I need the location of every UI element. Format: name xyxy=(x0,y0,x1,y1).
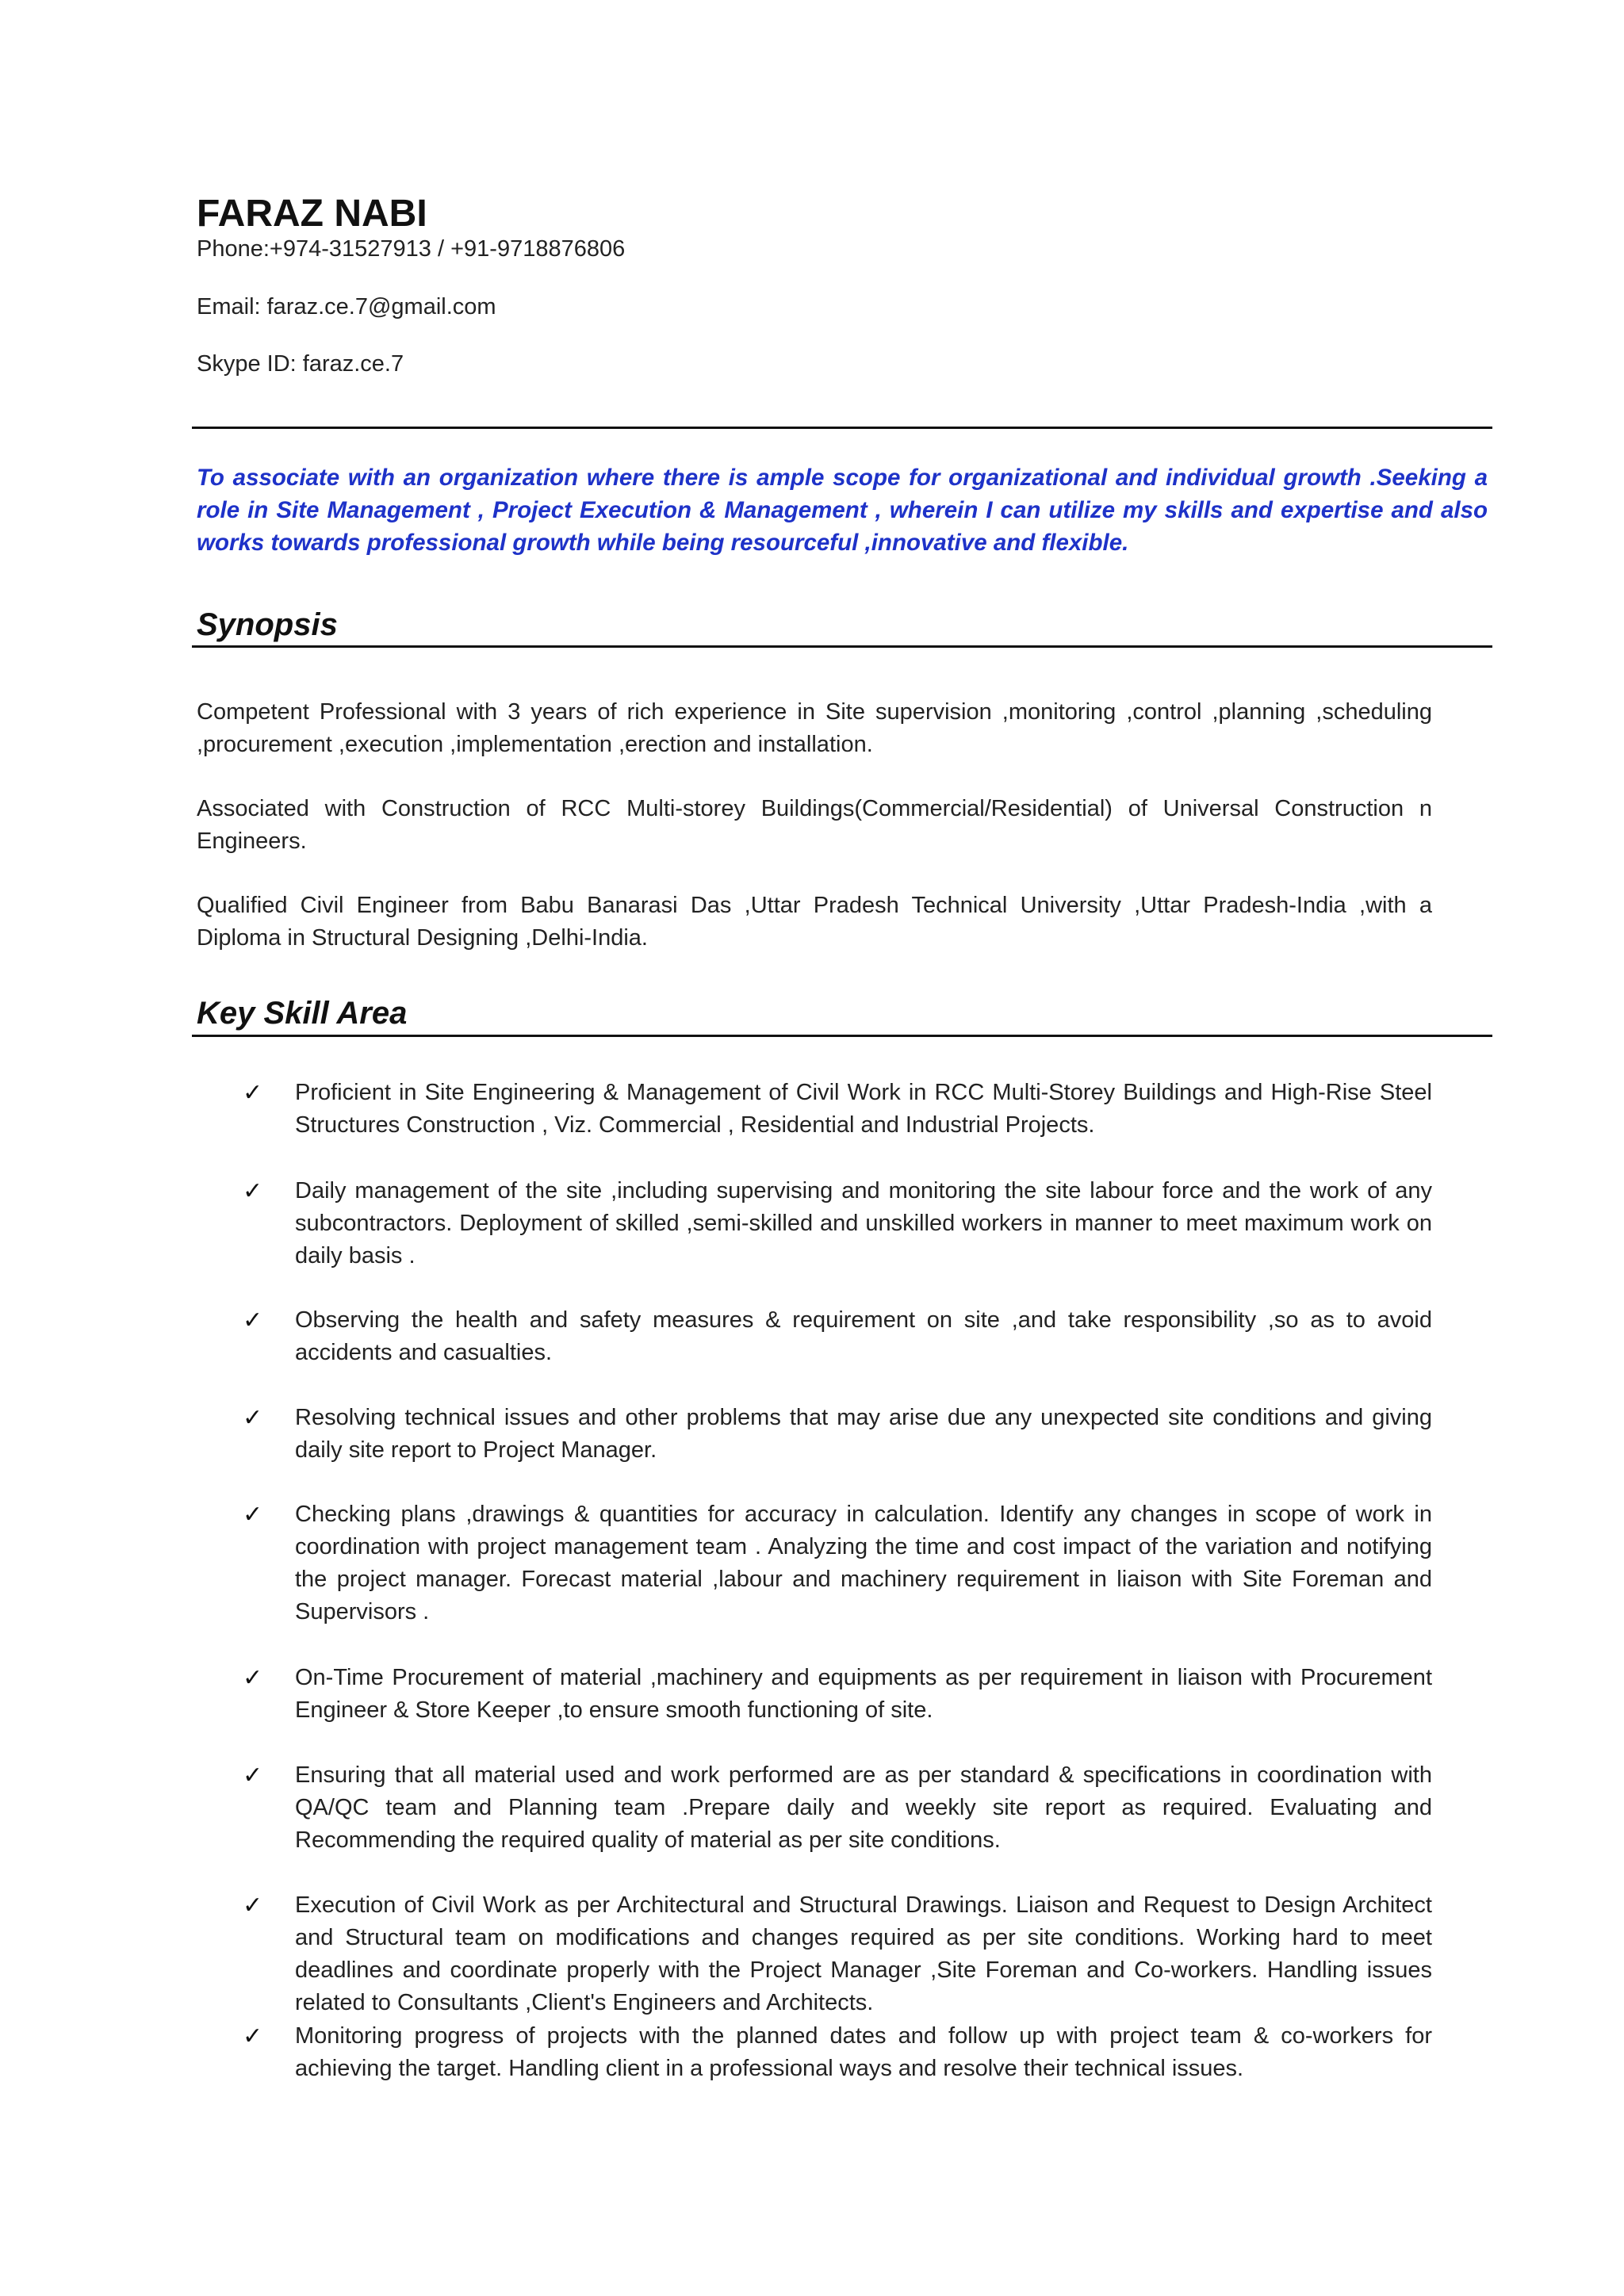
skype-line: Skype ID: faraz.ce.7 xyxy=(197,351,404,377)
checkmark-icon: ✓ xyxy=(243,1762,263,1789)
candidate-name: FARAZ NABI xyxy=(197,193,427,235)
checkmark-icon: ✓ xyxy=(243,1080,263,1106)
checkmark-icon: ✓ xyxy=(243,1178,263,1204)
skill-text: Checking plans ,drawings & quantities for accuracy in calculation. Identify any changes in scope of work in coordination with project management team . Analyzing the time and cost impact of the variation and notifying the project manager. Forecast material ,labour and machinery requirement in liaison with Site Foreman and Supervisors . xyxy=(295,1502,1432,1624)
phone-line: Phone:+974-31527913 / +91-9718876806 xyxy=(197,236,626,262)
skill-text: Monitoring progress of projects with the planned dates and follow up with project team & co-workers for achieving the target. Handling client in a professional ways and resolve their technical issues. xyxy=(295,2023,1432,2081)
checkmark-icon: ✓ xyxy=(243,1665,263,1691)
synopsis-paragraph: Qualified Civil Engineer from Babu Banarasi Das ,Uttar Pradesh Technical University ,Uttar Pradesh-India ,with a Diploma in Structural Designing ,Delhi-India. xyxy=(197,893,1432,951)
checkmark-icon: ✓ xyxy=(243,1405,263,1431)
header-divider xyxy=(192,427,1492,429)
skill-text: Resolving technical issues and other problems that may arise due any unexpected site conditions and giving daily site report to Project Manager. xyxy=(295,1405,1432,1463)
checkmark-icon: ✓ xyxy=(243,1892,263,1919)
key-skill-title: Key Skill Area xyxy=(197,996,408,1031)
checkmark-icon: ✓ xyxy=(243,1502,263,1528)
synopsis-divider xyxy=(192,645,1492,648)
career-objective: To associate with an organization where there is ample scope for organizational and individual growth .Seeking a role in Site Management , Project Execution & Management , wherein I can utilize my skills and expertise and also works towards professional growth while being resourceful ,innovative and flexible. xyxy=(197,465,1488,556)
key-skill-divider xyxy=(192,1035,1492,1037)
synopsis-paragraph: Associated with Construction of RCC Multi-storey Buildings(Commercial/Residential) of Universal Construction n Engineers. xyxy=(197,796,1432,854)
skill-text: Daily management of the site ,including supervising and monitoring the site labour force and the work of any subcontractors. Deployment of skilled ,semi-skilled and unskilled workers in manner to meet maximum work on daily basis . xyxy=(295,1178,1432,1269)
checkmark-icon: ✓ xyxy=(243,2023,263,2049)
skill-text: On-Time Procurement of material ,machinery and equipments as per requirement in liaison with Procurement Engineer & Store Keeper ,to ensure smooth functioning of site. xyxy=(295,1665,1432,1723)
checkmark-icon: ✓ xyxy=(243,1307,263,1334)
skill-text: Proficient in Site Engineering & Management of Civil Work in RCC Multi-Storey Buildings and High-Rise Steel Structures Construction , Viz. Commercial , Residential and Industrial Projects. xyxy=(295,1080,1432,1138)
skill-text: Ensuring that all material used and work performed are as per standard & specifications in coordination with QA/QC team and Planning team .Prepare daily and weekly site report as required. Evaluating and Recommending the required quality of material as per site conditions. xyxy=(295,1762,1432,1853)
skill-text: Execution of Civil Work as per Architectural and Structural Drawings. Liaison and Request to Design Architect and Structural team on modifications and changes required as per site conditions. Working hard to meet deadlines and coordinate properly with the Project Manager ,Site Foreman and Co-workers. Handling issues related to Consultants ,Client's Engineers and Architects. xyxy=(295,1892,1432,2015)
synopsis-paragraph: Competent Professional with 3 years of rich experience in Site supervision ,monitoring ,control ,planning ,scheduling ,procurement ,execution ,implementation ,erection and installation. xyxy=(197,699,1432,757)
skill-text: Observing the health and safety measures & requirement on site ,and take responsibility ,so as to avoid accidents and casualties. xyxy=(295,1307,1432,1365)
synopsis-title: Synopsis xyxy=(197,607,338,642)
email-line: Email: faraz.ce.7@gmail.com xyxy=(197,294,496,320)
